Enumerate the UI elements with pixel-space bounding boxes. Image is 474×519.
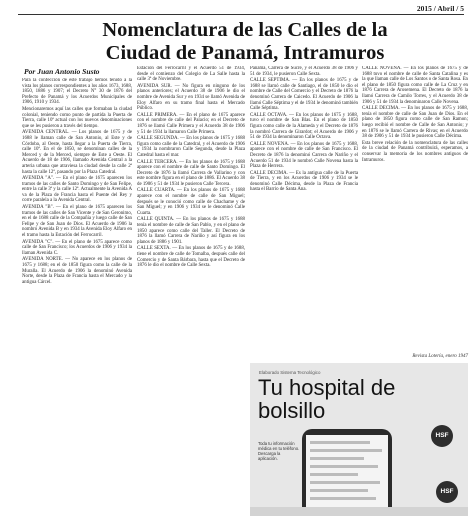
article-source-credit: Revista Lotería, enero 1947 bbox=[412, 354, 468, 359]
article-title bbox=[40, 19, 450, 65]
paragraph: AVENIDA SUR. — No figura en ninguno de los planos anteriores; el Acuerdo 38 de 1906 le dio el nombre de Avenida Sur y en 1934 se llamó Avenida de Eloy Alfaro en su tramo final hasta el Mercado Público. bbox=[137, 83, 245, 112]
paragraph: CALLE DECIMA. — Es la antigua calle de la Puerta de Tierra, y en los Acuerdos de 1906 y 1934 se le denominó Calle Décima, desde la Plaza de Francia hasta el Barrio de Santa Ana. bbox=[250, 170, 358, 193]
screen-line bbox=[310, 489, 368, 492]
paragraph: CALLE SEXTA. — En los planos de 1675 y de 1688, tiene el nombre de calle de Tomalba, después calle del Comercio y de Santa Bárbara, hasta que el Decreto de 1876 le dio el nombre de Calle Sexta. bbox=[137, 246, 245, 269]
paragraph: AVENIDA CENTRAL. — Los planos de 1675 y de 1688 le llaman calle de San Antonio, al Este y de Córdoba, al Oeste, hasta llegar a la Puerta de Tierra, calle 10ª. En el de 1850, se denominan calles de la Merced y de la Merced, siempre de Este a Oeste. El Acuerdo de 18 de 1906, llamado Avenida Central a la arteria urbana que atraviesa la ciudad desde la calle 2ª hasta la calle 12ª, pasando por la Plaza Catedral. bbox=[22, 130, 132, 175]
ad-headline-line-2: bolsillo bbox=[258, 398, 326, 423]
screen-line bbox=[310, 473, 358, 476]
paragraph: CALLE QUINTA. — En los planos de 1675 y 1688 tenía el nombre de calle de San Pablo, y en el plano de 1850 aparece como calle del Taller. El Decreto de 1876 la llamó Carrera de Nariño y así figura en los planos de 1886 y 1901. bbox=[137, 217, 245, 245]
folio-date: 2015 / Abril / bbox=[416, 4, 459, 13]
paragraph: CALLE PRIMERA. — En el plano de 1675 aparece con el nombre de calle del Palacio; en el Decreto de 1876 se llamó Calle Primera y el Acuerdo 38 de 1906 y 51 de 1934 la llamaron Calle Primera. bbox=[137, 112, 245, 135]
paragraph: CALLE OCTAVA. — En los planos de 1675 y 1688, tuvo el nombre de San Blas. En el plano de 1850 figura como calle de la Alameda y el Decreto de 1876 la nombró Carrera de Girardot; el Acuerdo de 1906 y 51 de 1934 la denominaron Calle Octava. bbox=[250, 112, 358, 141]
screen-line bbox=[310, 481, 380, 484]
folio-page-number: 5 bbox=[460, 4, 464, 13]
paragraph: AVENIDA "C". — En el plano de 1675 aparece como calle de San Francisco; los Acuerdos de 1906 y 1934 la llaman Avenida C. bbox=[22, 239, 132, 256]
header-rule bbox=[18, 14, 464, 15]
paragraph: Para la confección de este trabajo hemos tenido a la vista los planos correspondientes a los años 1673, 1688, 1850, 1886 y 1907; el Decreto N° 30 de 1876 del Prefecto de Panamá y los Acuerdos Municipales de 1906, 1910 y 1934. bbox=[22, 78, 132, 106]
paragraph: AVENIDA NORTE. — No aparece en los planos de 1675 y 1688; en el de 1850 figura como la calle de la Muralla. El Acuerdo de 1906 la denominó Avenida Norte, desde la Plaza de Francia hasta el Mercado y la antigua Cárcel. bbox=[22, 257, 132, 285]
ad-side-text: Toda tu información médica en tu teléfono. Descarga la aplicación. bbox=[258, 441, 300, 461]
ad-headline-line-1: Tu hospital de bbox=[258, 375, 396, 400]
paragraph: Estación del Ferrocarril y el Acuerdo 51 de 1934, desde el comienzo del Colegio de La Salle hasta la calle 3ª de Noviembre. bbox=[137, 66, 245, 83]
paragraph: AVENIDA "B". — En el plano de 1675 aparecen los tramos de las calles de San Vicente y de San Geronimo, en el de 1688 calle de la Compañía y luego calle de San Felipe y de San Juan de Dios. El Acuerdo de 1906 la nombró Avenida B y en 1934 la Avenida Eloy Alfaro en el tramo hasta la Estación del Ferrocarril. bbox=[22, 205, 132, 239]
smartphone-image bbox=[302, 429, 392, 515]
article-title-line-1: Nomenclatura de las Calles de la bbox=[102, 19, 388, 41]
phone-screen bbox=[306, 435, 388, 515]
article-column-1 bbox=[22, 78, 132, 516]
paragraph: CALLE SEGUNDA. — En los planos de 1675 y 1688 figura como calle de la Catedral, y el Acuerdo de 1906 y 1934 la nombraron Calle Segunda, desde la Plaza Catedral hasta el mar. bbox=[137, 136, 245, 158]
paragraph: CALLE NOVENA. — En los planos de 1675 y 1688, aparece con el nombre de calle de San Francisco. El Decreto de 1876 la denominó Carrera de Nariño y el Acuerdo 51 de 1934 le nombró Calle Novena hasta la Plaza de Herrera. bbox=[250, 141, 358, 170]
hospital-logo-icon: HSF bbox=[431, 425, 453, 447]
hospital-logo-icon: HSF bbox=[436, 481, 458, 503]
article-column-2 bbox=[137, 66, 245, 516]
hospital-app-advertisement[interactable] bbox=[250, 363, 468, 516]
paragraph: CALLE CUARTA. — En los planos de 1675 y 1688 aparece con el nombre de calle de San Miguel; después se le conoció como calle de Chachame y de San Miguel; y en 1906 y 1934 se le denominó Calle Cuarta. bbox=[137, 188, 245, 216]
paragraph: Esta breve relación de la nomenclatura de las calles de la ciudad de Panamá contribuirá, esperamos, a conservar la memoria de los nombres antiguos de Intramuros. bbox=[362, 140, 468, 163]
ad-tagline: Elaborado Sistema Tecnológico bbox=[259, 370, 321, 375]
paragraph: CALLE NOVENA. — En los planos de 1675 y de 1688 tuvo el nombre de calle de Santa Catalina y es la que llaman calle de Los Santos o de Santa Rosa. En el plano de 1850 figura como calle de La Cruz y en 1876 Carrera de Arosemena. El Decreto de 1876 la llamó Carrera de Camilo Torres, y el Acuerdo 38 de 1906 y 51 de 1934 la denominaron Calle Novena. bbox=[362, 66, 468, 105]
paragraph: CALLE SEPTIMA. — En los planos de 1675 y de 1688 se llamó calle de Santiago, el de 1850 le dio el nombre de Calle del Comercio y el Decreto de 1876 la denominó Carrera de Caicedo. El Acuerdo de 1906 la llamó Calle Séptima y el de 1934 le denominó también Calle Séptima. bbox=[250, 78, 358, 112]
ad-footer-bar bbox=[250, 507, 468, 516]
article-title-line-2: Ciudad de Panamá, Intramuros bbox=[105, 42, 385, 64]
paragraph: Panamá, Carrera de Sucre, y el Acuerdo 38 de 1906 y 51 de 1934, le pusieron Calle Sexta. bbox=[250, 66, 358, 77]
page-folio bbox=[417, 4, 464, 13]
screen-line bbox=[310, 465, 378, 468]
article-column-3 bbox=[250, 66, 358, 358]
article-byline: Por Juan Antonio Susto bbox=[24, 67, 100, 76]
article-column-4 bbox=[362, 66, 468, 356]
screen-line bbox=[310, 457, 364, 460]
paragraph: Mencionaremos aquí las calles que formaban la ciudad colonial, teniendo como punto de partida la Puerta de Tierra, calle 10ª actual con los nuevos denominaciones que se les pusieron a través del tiempo. bbox=[22, 106, 132, 129]
paragraph: CALLE TERCERA. — En los planos de 1675 y 1688 aparece con el nombre de calle de Santo Domingo. El Decreto de 1876 la llamó Carrera de Vallarino y con este nombre figura en el plano de 1886. El Acuerdo 38 de 1906 y 51 de 1934 le pusieron Calle Tercera. bbox=[137, 159, 245, 187]
screen-line bbox=[310, 441, 370, 444]
paragraph: CALLE DECIMA. — En los planos de 1675 y 1688, tenía el nombre de calle de San Juan de Dios. En el plano de 1850 figura como calle de San Ramon; luego recibió el nombre de Calle de San Antonio; y en 1876 se le llamó Carrera de Rivas; en el Acuerdo 38 de 1906 y 51 de 1934 le pusieron Calle Décima. bbox=[362, 106, 468, 140]
screen-line bbox=[310, 449, 382, 452]
paragraph: AVENIDA "A". — En el plano de 1675 aparecen los tramos de las calles de Santo Domingo y de San Felipe, entre la calle 3ª y la calle 12ª. Actualmente la Avenida A va de la Plaza de Francia hasta el Puente del Rey y corre paralela a la Avenida Central. bbox=[22, 176, 132, 204]
screen-line bbox=[310, 497, 376, 500]
